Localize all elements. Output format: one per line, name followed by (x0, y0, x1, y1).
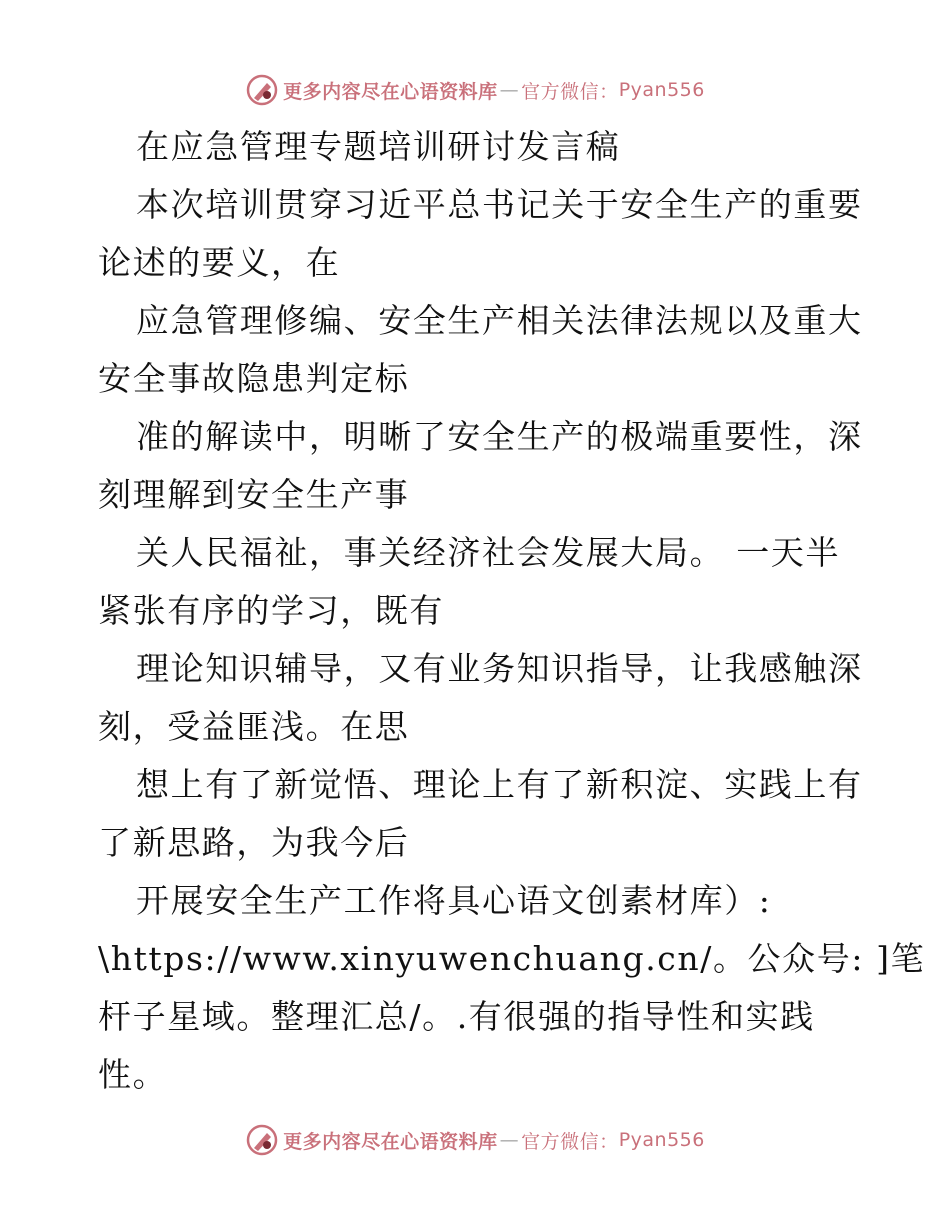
document-line: 开展安全生产工作将具心语文创素材库）: (136, 881, 772, 920)
pen-seal-icon (245, 1123, 279, 1157)
document-line: 刻理解到安全生产事 (98, 475, 410, 514)
banner-separator: — (499, 1129, 520, 1151)
banner-wechat-label: 官方微信： (521, 80, 619, 103)
document-line: 在应急管理专题培训研讨发言稿 (136, 127, 621, 166)
document-line: 关人民福祉，事关经济社会发展大局。 一天半 (136, 533, 841, 572)
footer-watermark-banner (0, 1120, 950, 1160)
document-line: 了新思路，为我今后 (98, 823, 410, 862)
document-line: 应急管理修编、安全生产相关法律法规以及重大 (136, 301, 863, 340)
document-line: 紧张有序的学习，既有 (98, 591, 444, 630)
document-line: 刻，受益匪浅。在思 (98, 707, 410, 746)
banner-separator: — (499, 79, 520, 101)
banner-wechat-id: Pyan556 (618, 79, 705, 101)
pen-seal-icon (245, 73, 279, 107)
document-line: 本次培训贯穿习近平总书记关于安全生产的重要 (136, 185, 863, 224)
document-line: 杆子星域。整理汇总/。.有很强的指导性和实践 (98, 997, 815, 1036)
header-watermark-banner (0, 70, 950, 110)
document-body (98, 118, 926, 1104)
document-line: 安全事故隐患判定标 (98, 359, 410, 398)
document-line: 论述的要义，在 (98, 243, 341, 282)
document-line: 想上有了新觉悟、理论上有了新积淀、实践上有 (136, 765, 863, 804)
document-line: 理论知识辅导，又有业务知识指导，让我感触深 (136, 649, 863, 688)
document-line: 性。 (98, 1055, 168, 1094)
banner-wechat-id: Pyan556 (618, 1129, 705, 1151)
document-line: \https://www.xinyuwenchuang.cn/。公众号: ]笔 (98, 939, 926, 978)
banner-brand-text: 更多内容尽在心语资料库 (283, 80, 498, 103)
document-line: 准的解读中，明晰了安全生产的极端重要性，深 (136, 417, 863, 456)
banner-brand-text: 更多内容尽在心语资料库 (283, 1130, 498, 1153)
banner-wechat-label: 官方微信： (521, 1130, 619, 1153)
